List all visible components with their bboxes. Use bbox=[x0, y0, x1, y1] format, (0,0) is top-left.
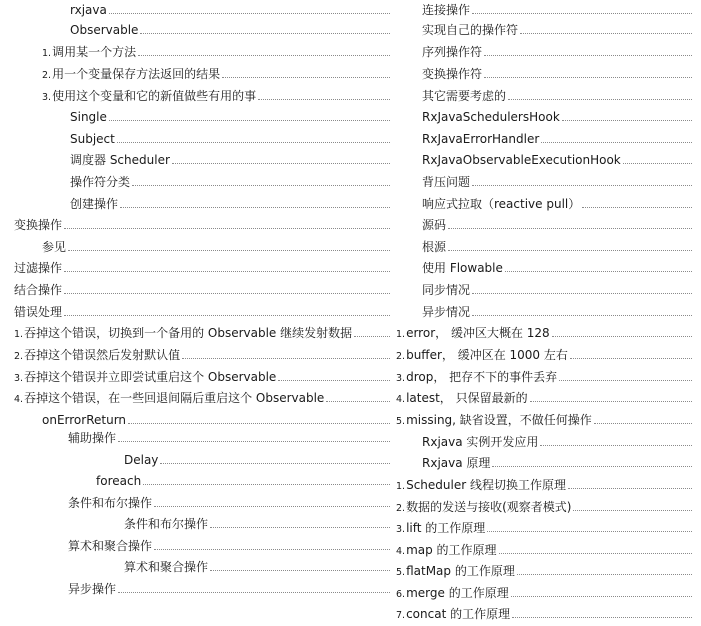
dot-leader bbox=[118, 430, 390, 442]
toc-entry-label: Rxjava 原理 bbox=[422, 456, 491, 470]
dot-leader bbox=[530, 390, 692, 402]
dot-leader bbox=[623, 152, 692, 164]
toc-entry-label: 根源 bbox=[422, 240, 447, 254]
dot-leader bbox=[517, 563, 692, 575]
toc-entry-number: 3. bbox=[396, 524, 406, 535]
toc-entry[interactable] bbox=[396, 518, 692, 538]
dot-leader bbox=[552, 325, 692, 337]
toc-entry[interactable] bbox=[124, 450, 390, 470]
toc-entry[interactable] bbox=[422, 129, 692, 149]
dot-leader bbox=[484, 66, 692, 78]
toc-entry[interactable] bbox=[42, 410, 390, 430]
toc-entry[interactable] bbox=[42, 64, 390, 84]
toc-entry[interactable] bbox=[14, 302, 390, 322]
toc-entry-label: Scheduler 线程切换工作原理 bbox=[406, 478, 566, 492]
toc-entry-label: flatMap 的工作原理 bbox=[406, 564, 515, 578]
dot-leader bbox=[278, 369, 390, 381]
toc-entry[interactable] bbox=[422, 20, 692, 40]
dot-leader bbox=[143, 473, 390, 485]
toc-entry-label: RxJavaErrorHandler bbox=[422, 132, 540, 146]
dot-leader bbox=[472, 2, 692, 14]
dot-leader bbox=[64, 260, 390, 272]
toc-entry-label: 其它需要考虑的 bbox=[422, 89, 507, 103]
toc-entry-label: onErrorReturn bbox=[42, 413, 127, 427]
toc-entry-label: 连接操作 bbox=[422, 3, 471, 17]
toc-entry-label: 条件和布尔操作 bbox=[68, 496, 153, 510]
toc-entry[interactable] bbox=[68, 579, 390, 599]
toc-entry[interactable] bbox=[422, 258, 692, 278]
toc-entry-label: error， 缓冲区大概在 128 bbox=[406, 326, 550, 340]
toc-entry[interactable] bbox=[422, 107, 692, 127]
toc-entry[interactable] bbox=[422, 453, 692, 473]
toc-entry[interactable] bbox=[70, 107, 390, 127]
toc-entry-number: 1. bbox=[396, 329, 406, 340]
dot-leader bbox=[570, 347, 692, 359]
toc-entry[interactable] bbox=[70, 0, 390, 20]
dot-leader bbox=[182, 347, 390, 359]
toc-entry[interactable] bbox=[42, 86, 390, 106]
toc-entry-label: 算术和聚合操作 bbox=[124, 560, 209, 574]
toc-entry[interactable] bbox=[396, 323, 692, 343]
dot-leader bbox=[472, 304, 692, 316]
toc-entry[interactable] bbox=[14, 367, 390, 387]
toc-entry-label: rxjava bbox=[70, 3, 107, 17]
toc-entry-label: 条件和布尔操作 bbox=[124, 517, 209, 531]
dot-leader bbox=[64, 282, 390, 294]
dot-leader bbox=[172, 152, 390, 164]
toc-entry-label: 调用某一个方法 bbox=[52, 45, 137, 59]
toc-entry-label: 结合操作 bbox=[14, 283, 63, 297]
toc-entry[interactable] bbox=[70, 20, 390, 40]
toc-entry[interactable] bbox=[14, 345, 390, 365]
dot-leader bbox=[154, 495, 390, 507]
dot-leader bbox=[511, 585, 692, 597]
toc-entry-label: 序列操作符 bbox=[422, 45, 483, 59]
toc-entry[interactable] bbox=[422, 172, 692, 192]
toc-entry-label: 调度器 Scheduler bbox=[70, 153, 170, 167]
toc-entry-label: 吞掉这个错误，切换到一个备用的 Observable 继续发射数据 bbox=[24, 326, 353, 340]
toc-entry-label: 变换操作 bbox=[14, 218, 63, 232]
dot-leader bbox=[68, 239, 390, 251]
dot-leader bbox=[448, 217, 692, 229]
dot-leader bbox=[120, 196, 390, 208]
dot-leader bbox=[582, 196, 692, 208]
toc-entry-number: 3. bbox=[14, 373, 24, 384]
toc-entry-number: 2. bbox=[396, 503, 406, 514]
toc-entry[interactable] bbox=[422, 280, 692, 300]
toc-entry-label: 算术和聚合操作 bbox=[68, 539, 153, 553]
toc-entry-label: buffer， 缓冲区在 1000 左右 bbox=[406, 348, 568, 362]
toc-entry-number: 4. bbox=[14, 394, 24, 405]
toc-entry[interactable] bbox=[422, 302, 692, 322]
dot-leader bbox=[559, 369, 692, 381]
toc-entry[interactable] bbox=[42, 42, 390, 62]
toc-entry[interactable] bbox=[70, 194, 390, 214]
toc-entry[interactable] bbox=[96, 471, 390, 491]
toc-entry-label: Rxjava 实例开发应用 bbox=[422, 435, 539, 449]
dot-leader bbox=[472, 282, 692, 294]
dot-leader bbox=[562, 109, 692, 121]
toc-entry[interactable] bbox=[396, 540, 692, 560]
dot-leader bbox=[160, 452, 390, 464]
toc-entry[interactable] bbox=[422, 0, 692, 20]
toc-entry[interactable] bbox=[396, 561, 692, 581]
toc-entry[interactable] bbox=[396, 367, 692, 387]
dot-leader bbox=[594, 412, 692, 424]
toc-entry-number: 6. bbox=[396, 589, 406, 600]
toc-entry[interactable] bbox=[14, 388, 390, 408]
dot-leader bbox=[540, 434, 692, 446]
dot-leader bbox=[512, 606, 692, 618]
toc-entry[interactable] bbox=[14, 280, 390, 300]
toc-entry[interactable] bbox=[68, 493, 390, 513]
toc-entry-number: 3. bbox=[42, 92, 52, 103]
dot-leader bbox=[132, 174, 390, 186]
dot-leader bbox=[109, 2, 390, 14]
dot-leader bbox=[154, 538, 390, 550]
dot-leader bbox=[573, 499, 692, 511]
toc-entry-label: 数据的发送与接收(观察者模式) bbox=[406, 500, 572, 514]
dot-leader bbox=[448, 239, 692, 251]
dot-leader bbox=[354, 325, 390, 337]
dot-leader bbox=[520, 22, 692, 34]
toc-entry-number: 5. bbox=[396, 567, 406, 578]
toc-entry-label: 使用这个变量和它的新值做些有用的事 bbox=[52, 89, 257, 103]
toc-entry[interactable] bbox=[422, 86, 692, 106]
toc-entry-label: 实现自己的操作符 bbox=[422, 23, 519, 37]
toc-entry-label: 变换操作符 bbox=[422, 67, 483, 81]
toc-entry[interactable] bbox=[422, 194, 692, 214]
toc-entry[interactable] bbox=[422, 64, 692, 84]
toc-entry-label: 创建操作 bbox=[70, 197, 119, 211]
toc-entry[interactable] bbox=[14, 215, 390, 235]
toc-entry[interactable] bbox=[14, 258, 390, 278]
toc-entry[interactable] bbox=[396, 497, 692, 517]
toc-entry-label: map 的工作原理 bbox=[406, 543, 497, 557]
dot-leader bbox=[138, 44, 390, 56]
toc-entry-label: lift 的工作原理 bbox=[406, 521, 486, 535]
toc-entry[interactable] bbox=[70, 129, 390, 149]
toc-entry-number: 2. bbox=[396, 351, 406, 362]
toc-entry-label: 响应式拉取（reactive pull） bbox=[422, 197, 581, 211]
toc-entry-label: Delay bbox=[124, 453, 159, 467]
toc-entry-label: merge 的工作原理 bbox=[406, 586, 509, 600]
toc-entry[interactable] bbox=[422, 237, 692, 257]
toc-entry[interactable] bbox=[396, 604, 692, 624]
dot-leader bbox=[210, 559, 390, 571]
dot-leader bbox=[505, 260, 692, 272]
dot-leader bbox=[210, 516, 390, 528]
dot-leader bbox=[499, 542, 692, 554]
dot-leader bbox=[140, 22, 390, 34]
toc-entry-label: 过滤操作 bbox=[14, 261, 63, 275]
toc-entry-label: 异步情况 bbox=[422, 305, 471, 319]
toc-entry-label: 吞掉这个错误并立即尝试重启这个 Observable bbox=[24, 370, 277, 384]
dot-leader bbox=[118, 581, 390, 593]
toc-entry-label: Single bbox=[70, 110, 107, 124]
toc-entry[interactable] bbox=[422, 432, 692, 452]
toc-entry-label: concat 的工作原理 bbox=[406, 607, 511, 621]
toc-entry[interactable] bbox=[396, 410, 692, 430]
toc-entry-label: RxJavaSchedulersHook bbox=[422, 110, 560, 124]
toc-entry-number: 1. bbox=[42, 48, 52, 59]
toc-entry-number: 1. bbox=[14, 329, 24, 340]
dot-leader bbox=[492, 455, 692, 467]
toc-entry-label: 辅助操作 bbox=[68, 431, 117, 445]
dot-leader bbox=[117, 131, 390, 143]
toc-entry[interactable] bbox=[14, 323, 390, 343]
toc-entry-label: 错误处理 bbox=[14, 305, 63, 319]
toc-entry[interactable] bbox=[422, 42, 692, 62]
toc-entry[interactable] bbox=[396, 583, 692, 603]
dot-leader bbox=[128, 412, 390, 424]
toc-entry-label: missing, 缺省设置，不做任何操作 bbox=[406, 413, 592, 427]
toc-entry-label: 吞掉这个错误，在一些回退间隔后重启这个 Observable bbox=[24, 391, 325, 405]
dot-leader bbox=[326, 390, 390, 402]
toc-entry-label: 参见 bbox=[42, 240, 67, 254]
toc-entry-label: 用一个变量保存方法返回的结果 bbox=[52, 67, 221, 81]
toc-entry-number: 2. bbox=[42, 70, 52, 81]
toc-entry[interactable] bbox=[422, 150, 692, 170]
toc-entry-number: 3. bbox=[396, 373, 406, 384]
toc-entry[interactable] bbox=[124, 514, 390, 534]
toc-entry[interactable] bbox=[396, 475, 692, 495]
toc-entry[interactable] bbox=[68, 428, 390, 448]
toc-entry-label: 异步操作 bbox=[68, 582, 117, 596]
toc-entry-label: drop， 把存不下的事件丢弃 bbox=[406, 370, 558, 384]
toc-entry-label: latest， 只保留最新的 bbox=[406, 391, 528, 405]
toc-entry-number: 5. bbox=[396, 416, 406, 427]
toc-entry-label: 吞掉这个错误然后发射默认值 bbox=[24, 348, 181, 362]
toc-entry-number: 4. bbox=[396, 546, 406, 557]
dot-leader bbox=[472, 174, 692, 186]
toc-entry-label: RxJavaObservableExecutionHook bbox=[422, 153, 621, 167]
toc-entry-number: 2. bbox=[14, 351, 24, 362]
dot-leader bbox=[541, 131, 692, 143]
toc-entry[interactable] bbox=[396, 388, 692, 408]
dot-leader bbox=[109, 109, 390, 121]
toc-entry-number: 7. bbox=[396, 610, 406, 621]
toc-entry-label: 同步情况 bbox=[422, 283, 471, 297]
toc-entry-label: 源码 bbox=[422, 218, 447, 232]
dot-leader bbox=[487, 520, 692, 532]
toc-entry-label: 操作符分类 bbox=[70, 175, 131, 189]
toc-entry[interactable] bbox=[70, 172, 390, 192]
toc-entry[interactable] bbox=[70, 150, 390, 170]
dot-leader bbox=[568, 477, 692, 489]
toc-entry[interactable] bbox=[396, 345, 692, 365]
dot-leader bbox=[484, 44, 692, 56]
toc-entry[interactable] bbox=[124, 557, 390, 577]
toc-entry[interactable] bbox=[42, 237, 390, 257]
toc-entry-number: 4. bbox=[396, 394, 406, 405]
dot-leader bbox=[508, 88, 692, 100]
dot-leader bbox=[64, 217, 390, 229]
toc-entry-label: 背压问题 bbox=[422, 175, 471, 189]
toc-entry[interactable] bbox=[68, 536, 390, 556]
toc-entry-label: foreach bbox=[96, 474, 142, 488]
toc-entry-label: Observable bbox=[70, 23, 139, 37]
toc-entry-label: 使用 Flowable bbox=[422, 261, 503, 275]
toc-entry-label: Subject bbox=[70, 132, 115, 146]
toc-entry-number: 1. bbox=[396, 481, 406, 492]
dot-leader bbox=[64, 304, 390, 316]
toc-entry[interactable] bbox=[422, 215, 692, 235]
dot-leader bbox=[222, 66, 390, 78]
dot-leader bbox=[258, 88, 390, 100]
